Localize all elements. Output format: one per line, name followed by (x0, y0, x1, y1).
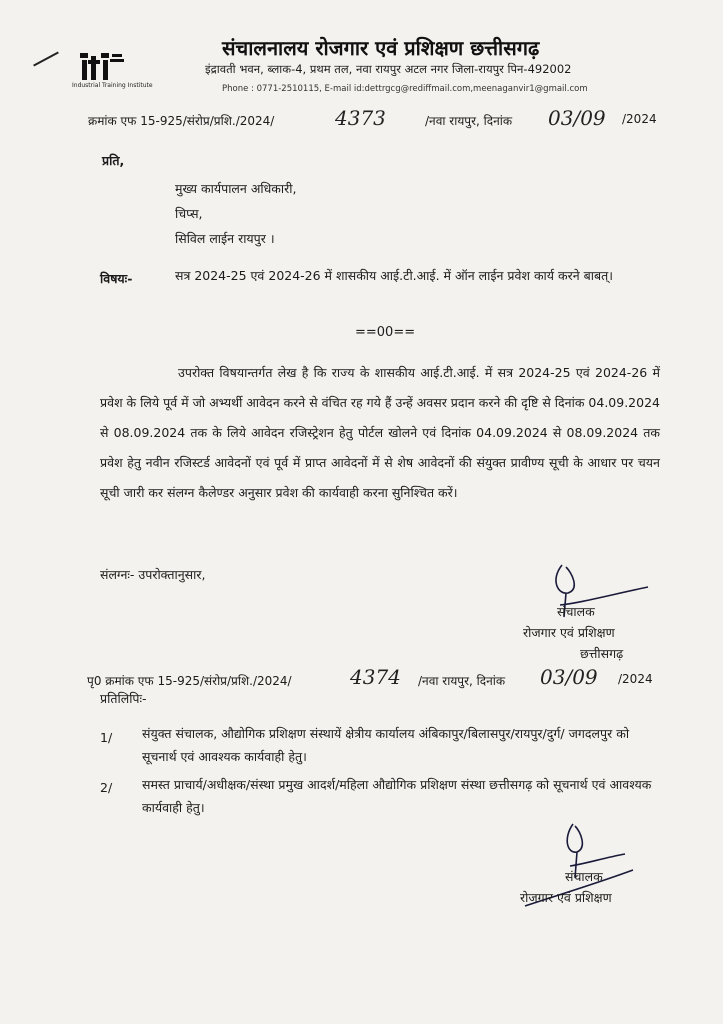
subject-label: विषयः- (100, 271, 133, 286)
copy-label: प्रतिलिपिः- (100, 691, 147, 706)
signature1-title: संचालक (557, 604, 595, 619)
letterhead-address: इंद्रावती भवन, ब्लाक-4, प्रथम तल, नवा रायपुर अटल नगर जिला-रायपुर पिन-492002 (205, 62, 572, 76)
subject-text: सत्र 2024-25 एवं 2024-26 में शासकीय आई.टी.आई. में ऑन लाईन प्रवेश कार्य करने बाबत्। (175, 268, 614, 283)
copy-reference-place: /नवा रायपुर, दिनांक (418, 674, 506, 688)
copy-item-text: समस्त प्राचार्य/अधीक्षक/संस्था प्रमुख आदर्श/महिला औद्योगिक प्रशिक्षण संस्था छत्तीसगढ़ को सूचनार्थ एवं आवश्यक कार्यवाही हेतु। (142, 777, 652, 815)
letterhead-title: संचालनालय रोजगार एवं प्रशिक्षण छत्तीसगढ़ (222, 36, 540, 60)
copy-reference-number: 4374 (350, 665, 401, 689)
separator: ==00== (355, 325, 416, 340)
recipient-line: सिविल लाईन रायपुर । (175, 231, 275, 246)
recipient-line: मुख्य कार्यपालन अधिकारी, (175, 181, 297, 196)
logo-caption: Industrial Training Institute (72, 82, 153, 89)
copy-reference-date: 03/09 (540, 665, 598, 689)
enclosure: संलग्नः- उपरोक्तानुसार, (100, 567, 206, 582)
copy-item-text: संयुक्त संचालक, औद्योगिक प्रशिक्षण संस्थायें क्षेत्रीय कार्यालय अंबिकापुर/बिलासपुर/रायपुर/दुर्ग/ जगदलपुर को सूचनार्थ एवं आवश्यक कार्यवाही हेतु। (142, 726, 630, 764)
copy-reference-year: /2024 (618, 672, 653, 686)
reference-place: /नवा रायपुर, दिनांक (425, 114, 513, 128)
margin-mark (33, 52, 59, 67)
copy-item-number: 2/ (100, 780, 113, 795)
iti-logo-mark (72, 52, 132, 82)
recipient-line: चिप्स, (175, 206, 203, 221)
signature1-state: छत्तीसगढ़ (580, 646, 624, 661)
copy-reference-prefix: पृ0 क्रमांक एफ 15-925/संरोप्र/प्रशि./2024/ (87, 674, 292, 688)
letterhead-contact: Phone : 0771-2510115, E-mail id:dettrgcg@rediffmail.com,meenaganvir1@gmail.com (222, 84, 588, 94)
reference-prefix: क्रमांक एफ 15-925/संरोप्र/प्रशि./2024/ (88, 114, 275, 128)
reference-year: /2024 (622, 112, 657, 126)
signature2-title: संचालक (565, 869, 603, 884)
recipient-prati: प्रति, (102, 153, 125, 168)
reference-date: 03/09 (548, 106, 606, 130)
reference-number: 4373 (335, 106, 386, 130)
body-paragraph: उपरोक्त विषयान्तर्गत लेख है कि राज्य के शासकीय आई.टी.आई. में सत्र 2024-25 एवं 2024-26 में प्रवेश के लिये पूर्व में जो अभ्यर्थी आवेदन करने से वंचित रह गये हैं उन्हें अवसर प्रदान करने की दृष्टि से दिनांक 04.09.2024 से 08.09.2024 तक के लिये आवेदन रजिस्ट्रेशन हेतु पोर्टल खोलने एवं दिनांक 04.09.2024 से 08.09.2024 तक प्रवेश हेतु नवीन रजिस्टर्ड आवेदनों एवं पूर्व में प्राप्त आवेदनों में से शेष आवेदनों की संयुक्त प्रावीण्य सूची के आधार पर चयन सूची जारी कर संलग्न कैलेण्डर अनुसार प्रवेश की कार्यवाही करना सुनिश्चित करें। (100, 365, 660, 500)
copy-item-number: 1/ (100, 730, 113, 745)
signature2-dept: रोजगार एवं प्रशिक्षण (520, 890, 612, 905)
signature-scribble (520, 555, 660, 635)
iti-logo (72, 52, 192, 92)
signature1-dept: रोजगार एवं प्रशिक्षण (523, 625, 615, 640)
